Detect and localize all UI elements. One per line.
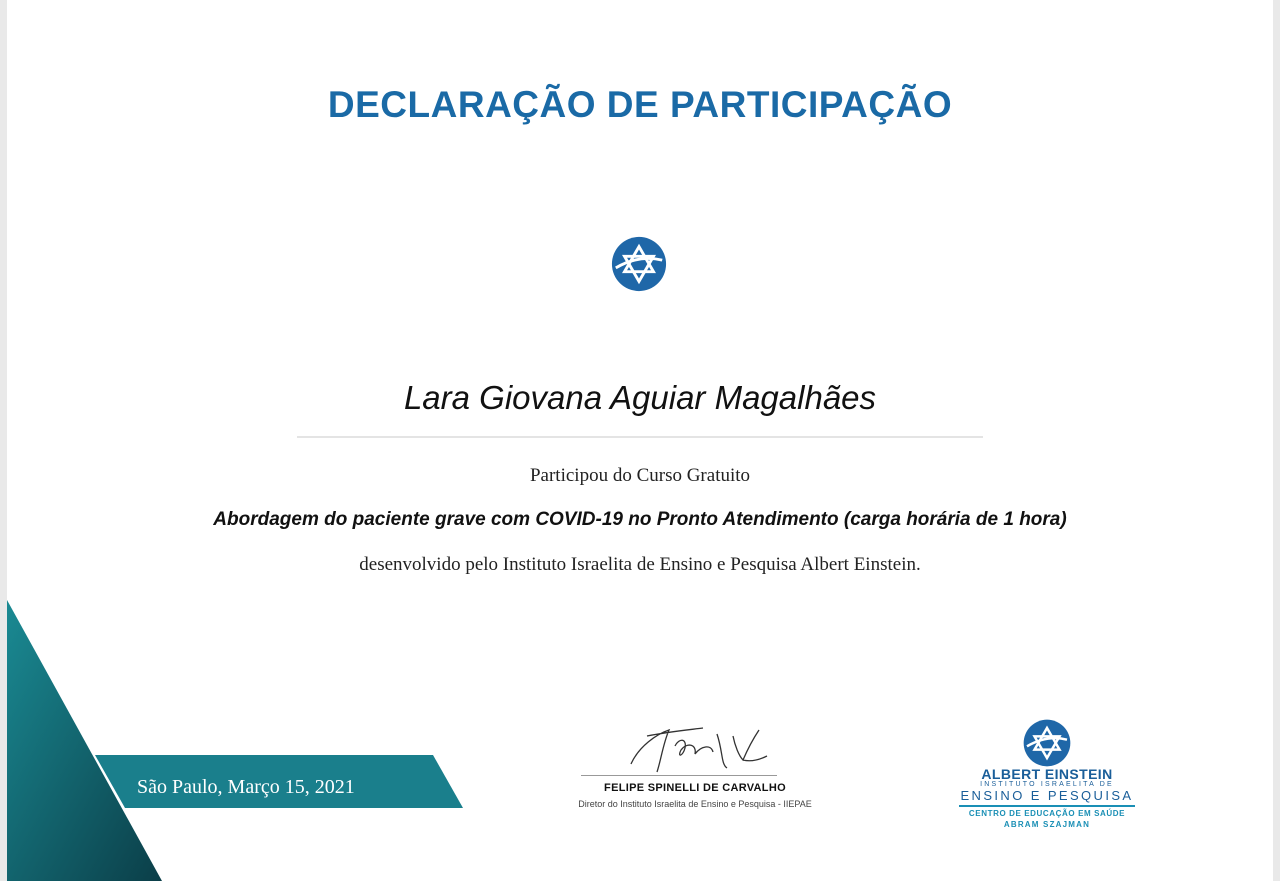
certificate-page [7,0,1273,881]
intro-text: Participou do Curso Gratuito [529,465,751,486]
teal-corner-decoration [7,600,477,881]
signer-name: FELIPE SPINELLI DE CARVALHO [604,782,786,794]
course-title: Abordagem do paciente grave com COVID-19 no Pronto Atendimento (carga horária de 1 hora) [213,509,1067,530]
handwritten-signature [617,716,777,778]
name-underline [297,436,983,438]
brand-name: ALBERT EINSTEIN [981,766,1113,782]
participant-name: Lara Giovana Aguiar Magalhães [403,379,877,416]
place-date: São Paulo, Março 15, 2021 [137,776,355,798]
star-of-david-globe-icon [610,235,668,293]
signer-role: Diretor do Instituto Israelita de Ensino e Pesquisa - IIEPAE [578,799,812,809]
star-of-david-globe-icon [1022,718,1072,768]
brand-subtitle: INSTITUTO ISRAELITA DE [980,781,1114,788]
certificate-title: DECLARAÇÃO DE PARTICIPAÇÃO [327,84,953,125]
albert-einstein-logo [947,718,1147,838]
signature-line [581,775,777,776]
brand-center: CENTRO DE EDUCAÇÃO EM SAÚDE [968,809,1126,818]
developer-text: desenvolvido pelo Instituto Israelita de Ensino e Pesquisa Albert Einstein. [359,554,921,575]
brand-center-2: ABRAM SZAJMAN [1003,820,1091,829]
brand-subtitle-2: ENSINO E PESQUISA [960,788,1134,803]
brand-divider [959,805,1135,807]
